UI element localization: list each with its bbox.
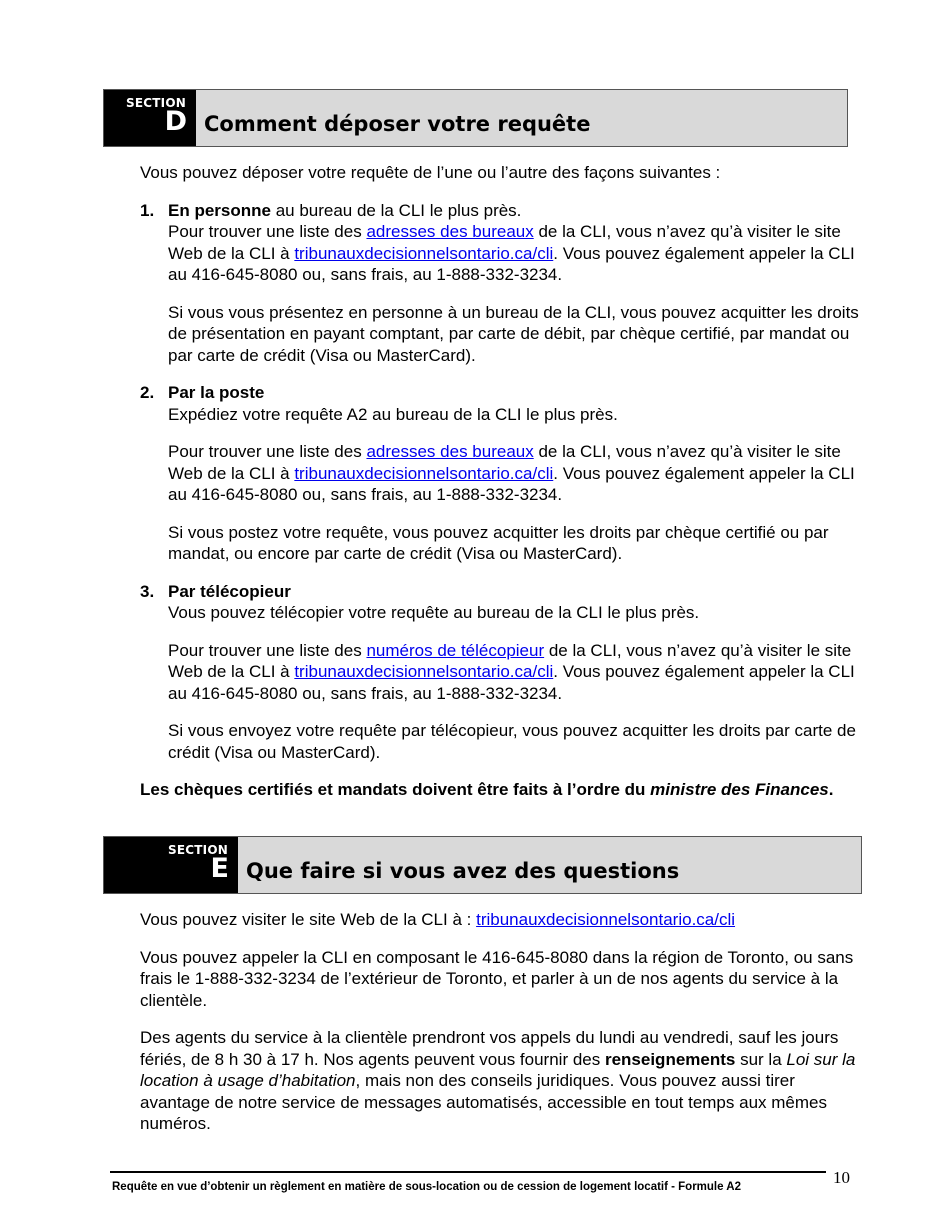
list-item-2 — [140, 382, 860, 565]
section-e-title: Que faire si vous avez des questions — [246, 859, 680, 883]
list-item-1 — [140, 200, 860, 367]
item-3-heading-line — [168, 581, 860, 603]
item-3-text-b: de la CLI, vous n’avez qu’à visiter le site Web de la CLI à — [168, 640, 852, 681]
section-d-header — [103, 89, 848, 147]
section-e-text-a: Vous pouvez visiter le site Web de la CLI à : — [140, 910, 477, 929]
office-addresses-link[interactable]: adresses des bureaux — [366, 442, 534, 461]
payment-note-payee: ministre des Finances — [650, 780, 829, 799]
fax-numbers-link[interactable]: numéros de télécopieur — [366, 640, 545, 660]
tribunal-website-link[interactable]: tribunauxdecisionnelsontario.ca/cli — [294, 662, 554, 681]
list-item-3 — [140, 581, 860, 764]
section-e-p3-law-title: Loi sur la location à usage d’habitation — [140, 1049, 856, 1090]
payment-note-text-a: Les chèques certifiés et mandats doivent être faits à l’ordre du — [140, 780, 651, 799]
item-1-heading-line — [168, 200, 860, 222]
item-1-paragraph-2: Si vous vous présentez en personne à un bureau de la CLI, vous pouvez acquitter les droits de présentation en payant comptant, par carte de débit, par chèque certifié, par mandat ou par carte de crédit (Visa ou MasterCard). — [168, 302, 859, 365]
item-2-text-c: . Vous pouvez également appeler la CLI au 416-645-8080 ou, sans frais, au 1-888-332-3234. — [168, 463, 855, 504]
item-1-heading: En personne — [168, 200, 271, 220]
item-3-heading: Par télécopieur — [168, 581, 291, 601]
item-3-text-c: . Vous pouvez également appeler la CLI au 416-645-8080 ou, sans frais, au 1-888-332-3234. — [168, 662, 855, 703]
section-e-paragraph-2: Vous pouvez appeler la CLI en composant le 416-645-8080 dans la région de Toronto, ou sans frais le 1-888-332-3234 de l’extérieur de Toronto, et parler à un de nos agents du service à la clientèle. — [140, 947, 854, 1010]
tribunal-website-link[interactable]: tribunauxdecisionnelsontario.ca/cli — [476, 910, 736, 929]
section-e-p3-text-c: , mais non des conseils juridiques. Vous pouvez aussi tirer avantage de notre service de messages automatisés, accessible en tout temps aux mêmes numéros. — [140, 1071, 827, 1133]
section-d-content — [140, 162, 860, 801]
office-addresses-link[interactable]: adresses des bureaux — [366, 222, 534, 241]
item-2-text-b: de la CLI, vous n’avez qu’à visiter le site Web de la CLI à — [168, 442, 841, 483]
section-d-title: Comment déposer votre requête — [204, 112, 591, 136]
section-e-letter: E — [210, 853, 229, 884]
footer-form-title: Requête en vue d’obtenir un règlement en matière de sous-location ou de cession de logement locatif - Formule A2 — [112, 1181, 741, 1193]
tribunal-website-link[interactable]: tribunauxdecisionnelsontario.ca/cli — [294, 463, 554, 483]
list-number-2: 2. — [140, 383, 155, 402]
section-e-tag — [104, 837, 238, 893]
item-2-text-a: Pour trouver une liste des — [168, 442, 367, 461]
section-d-letter: D — [164, 106, 187, 137]
page-number: 10 — [833, 1168, 850, 1187]
section-e-header — [103, 836, 862, 894]
section-e-paragraph-3 — [140, 1027, 860, 1135]
item-3-subtext: Vous pouvez télécopier votre requête au bureau de la CLI le plus près. — [168, 603, 700, 622]
section-d-intro: Vous pouvez déposer votre requête de l’une ou l’autre des façons suivantes : — [140, 163, 721, 182]
item-1-text-c: . Vous pouvez également appeler la CLI au 416-645-8080 ou, sans frais, au 1-888-332-3234. — [168, 243, 855, 284]
section-e-paragraph-1 — [140, 909, 860, 931]
item-2-paragraph-1 — [168, 441, 860, 506]
tribunal-website-link[interactable]: tribunauxdecisionnelsontario.ca/cli — [294, 243, 554, 263]
section-d-label: SECTION — [126, 96, 186, 110]
item-2-heading-line — [168, 382, 860, 404]
list-number-3: 3. — [140, 581, 155, 601]
section-e-p3-bold: renseignements — [604, 1049, 736, 1069]
item-1-text-a: Pour trouver une liste des — [168, 222, 367, 241]
section-e-p3-text-a: Des agents du service à la clientèle prendront vos appels du lundi au vendredi, sauf les jours fériés, de 8 h 30 à 17 h. Nos agents peuvent vous fournir des — [140, 1028, 839, 1069]
item-1-paragraph-1 — [168, 221, 860, 286]
item-2-heading: Par la poste — [168, 383, 265, 402]
payment-note — [140, 779, 860, 801]
item-2-paragraph-2: Si vous postez votre requête, vous pouvez acquitter les droits par chèque certifié ou par mandat, ou encore par carte de crédit (Visa ou MasterCard). — [168, 522, 829, 563]
item-3-text-a: Pour trouver une liste des — [168, 640, 367, 660]
footer-divider — [110, 1171, 826, 1173]
item-1-heading-rest: au bureau de la CLI le plus près. — [270, 200, 522, 220]
item-3-paragraph-1 — [168, 640, 860, 705]
section-e-label: SECTION — [168, 843, 228, 857]
list-number-1: 1. — [140, 200, 155, 220]
item-3-paragraph-2: Si vous envoyez votre requête par télécopieur, vous pouvez acquitter les droits par carte de crédit (Visa ou MasterCard). — [168, 721, 856, 762]
item-2-subtext: Expédiez votre requête A2 au bureau de la CLI le plus près. — [168, 404, 618, 424]
section-e-p3-text-b: sur la — [735, 1049, 787, 1069]
payment-note-text-b: . — [828, 780, 834, 799]
item-1-text-b: de la CLI, vous n’avez qu’à visiter le site Web de la CLI à — [168, 222, 841, 263]
section-e-content — [140, 909, 860, 1135]
section-d-tag — [104, 90, 196, 146]
